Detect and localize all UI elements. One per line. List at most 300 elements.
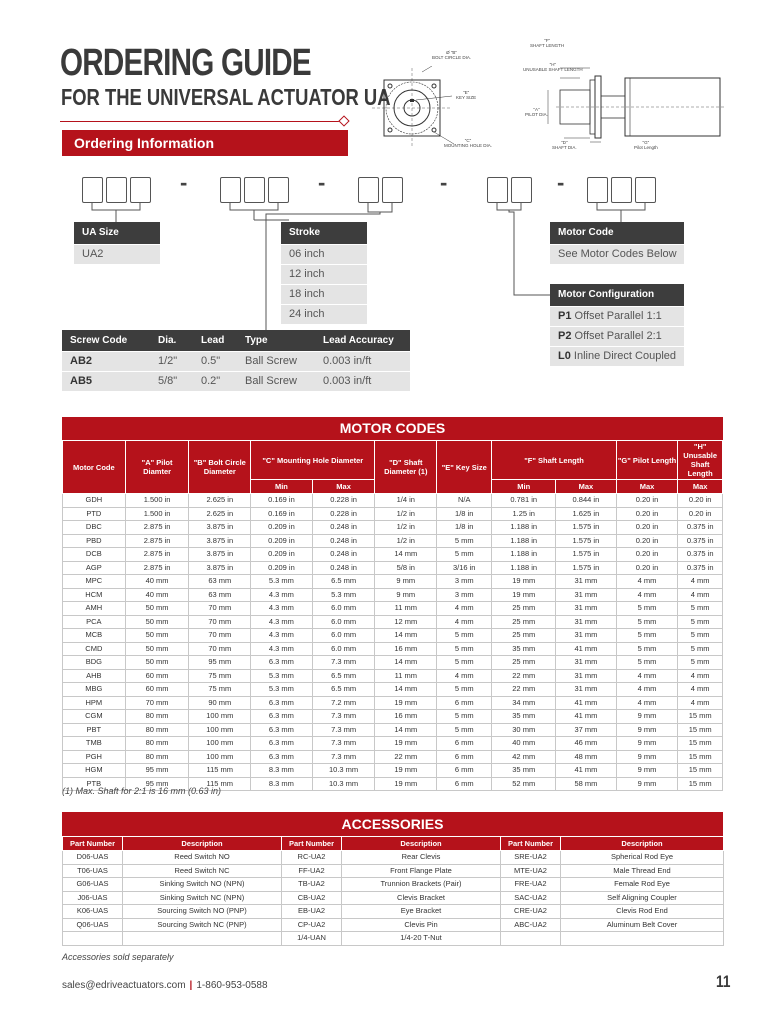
code-box-screw-1 <box>358 177 379 203</box>
code-box-size-3 <box>130 177 151 203</box>
table-cell: 50 mm <box>125 602 189 616</box>
acc-col-description: Description <box>123 837 282 851</box>
table-cell: 41 mm <box>556 710 617 724</box>
table-cell: 5 mm <box>616 602 678 616</box>
table-cell: 19 mm <box>375 777 437 791</box>
table-cell: 5.3 mm <box>251 683 313 697</box>
table-cell: 22 mm <box>492 683 556 697</box>
col-shaft-diameter: "D" Shaft Diameter (1) <box>375 441 437 494</box>
table-cell: 3.875 in <box>189 534 251 548</box>
col-bolt-circle: "B" Bolt Circle Diameter <box>189 441 251 494</box>
stroke-option: 24 inch <box>281 305 367 324</box>
table-cell: 1.188 in <box>492 561 556 575</box>
table-cell: 7.3 mm <box>312 710 375 724</box>
table-cell: TB-UA2 <box>282 878 342 892</box>
table-cell: 2.875 in <box>125 521 189 535</box>
table-cell: Clevis Rod End <box>561 905 724 919</box>
table-cell: 6.3 mm <box>251 737 313 751</box>
table-cell: 0.20 in <box>616 521 678 535</box>
table-cell: CRE-UA2 <box>501 905 561 919</box>
table-row <box>63 534 723 548</box>
table-cell: Front Flange Plate <box>342 864 501 878</box>
table-cell: 4.3 mm <box>251 588 313 602</box>
table-cell: 1.500 in <box>125 507 189 521</box>
table-cell: 0.209 in <box>251 534 313 548</box>
table-cell: 5 mm <box>678 656 723 670</box>
table-cell: 15 mm <box>678 723 723 737</box>
table-cell: 4.3 mm <box>251 629 313 643</box>
table-cell: 34 mm <box>492 696 556 710</box>
col-sub-min: Min <box>492 480 556 494</box>
motor-codes-title: MOTOR CODES <box>62 417 723 440</box>
col-motor-code: Motor Code <box>63 441 126 494</box>
table-cell: 12 mm <box>375 615 437 629</box>
table-cell: 35 mm <box>492 764 556 778</box>
stroke-option: 12 inch <box>281 265 367 284</box>
motor-code-value: See Motor Codes Below <box>550 245 684 264</box>
table-cell: 22 mm <box>492 669 556 683</box>
table-cell: 2.625 in <box>189 494 251 508</box>
table-cell: 70 mm <box>189 615 251 629</box>
table-cell: 37 mm <box>556 723 617 737</box>
table-row <box>63 561 723 575</box>
table-cell: PBD <box>63 534 126 548</box>
table-cell: 5 mm <box>437 534 492 548</box>
table-cell: 3/16 in <box>437 561 492 575</box>
table-cell: D06-UAS <box>63 851 123 865</box>
code-dash: - <box>557 170 565 195</box>
table-cell: 25 mm <box>492 629 556 643</box>
table-cell: AMH <box>63 602 126 616</box>
table-cell: 100 mm <box>189 737 251 751</box>
table-cell: 4.3 mm <box>251 642 313 656</box>
table-cell: Reed Switch NO <box>123 851 282 865</box>
stroke-selector <box>281 222 367 324</box>
table-cell: 9 mm <box>616 764 678 778</box>
table-cell: 60 mm <box>125 669 189 683</box>
table-cell: 75 mm <box>189 669 251 683</box>
table-cell: 41 mm <box>556 764 617 778</box>
motor-codes-footnote: (1) Max. Shaft for 2:1 is 16 mm (0.63 in) <box>62 786 222 796</box>
table-cell: 0.20 in <box>616 494 678 508</box>
screw-col-header: Screw Code <box>62 330 150 351</box>
table-cell: 5.3 mm <box>251 669 313 683</box>
unusable-shaft-label: "H" UNUSABLE SHAFT LENGTH <box>523 62 583 72</box>
table-cell: 16 mm <box>375 642 437 656</box>
table-row <box>63 737 723 751</box>
table-cell: 6 mm <box>437 750 492 764</box>
accessories-title: ACCESSORIES <box>62 812 723 836</box>
table-row <box>63 507 723 521</box>
table-cell: 5 mm <box>437 548 492 562</box>
table-row <box>63 710 723 724</box>
table-cell: CGM <box>63 710 126 724</box>
table-cell: DBC <box>63 521 126 535</box>
table-cell: 14 mm <box>375 683 437 697</box>
table-cell: RC-UA2 <box>282 851 342 865</box>
table-cell: 30 mm <box>492 723 556 737</box>
table-cell: PTD <box>63 507 126 521</box>
table-cell: 6.3 mm <box>251 723 313 737</box>
table-row <box>63 891 724 905</box>
table-cell <box>561 932 724 946</box>
code-box-stroke-1 <box>220 177 241 203</box>
table-cell: 3.875 in <box>189 521 251 535</box>
table-cell: 7.3 mm <box>312 737 375 751</box>
table-cell: 1.575 in <box>556 534 617 548</box>
table-cell: 2.875 in <box>125 561 189 575</box>
table-cell: 6.0 mm <box>312 629 375 643</box>
motor-config-option: P1 Offset Parallel 1:1 <box>550 307 684 326</box>
table-cell: 14 mm <box>375 629 437 643</box>
table-cell: 5 mm <box>678 602 723 616</box>
table-cell: FRE-UA2 <box>501 878 561 892</box>
table-cell: 80 mm <box>125 723 189 737</box>
table-cell: 7.3 mm <box>312 750 375 764</box>
motor-config-header: Motor Configuration <box>550 284 684 306</box>
table-cell: 6 mm <box>437 737 492 751</box>
table-cell: 4.3 mm <box>251 615 313 629</box>
table-cell: 1/4 in <box>375 494 437 508</box>
table-cell: 0.20 in <box>616 507 678 521</box>
table-cell: 5 mm <box>437 683 492 697</box>
table-cell: 7.3 mm <box>312 656 375 670</box>
table-cell: 3 mm <box>437 575 492 589</box>
table-cell: 25 mm <box>492 656 556 670</box>
table-row <box>63 629 723 643</box>
acc-col-part-number: Part Number <box>282 837 342 851</box>
table-cell: 6.0 mm <box>312 615 375 629</box>
table-cell: 25 mm <box>492 602 556 616</box>
table-cell: 31 mm <box>556 669 617 683</box>
table-cell: 4 mm <box>616 696 678 710</box>
table-row <box>63 683 723 697</box>
table-cell: 14 mm <box>375 723 437 737</box>
table-cell: 6.5 mm <box>312 575 375 589</box>
table-cell: 4 mm <box>678 588 723 602</box>
table-cell: PBT <box>63 723 126 737</box>
table-cell: 31 mm <box>556 588 617 602</box>
table-cell: 5 mm <box>616 642 678 656</box>
table-cell: 4 mm <box>616 588 678 602</box>
col-sub-max: Max <box>556 480 617 494</box>
table-cell: 6.0 mm <box>312 642 375 656</box>
table-cell: 1.625 in <box>556 507 617 521</box>
table-cell: 6.5 mm <box>312 669 375 683</box>
table-cell: EB-UA2 <box>282 905 342 919</box>
col-pilot-length: "G" Pilot Length <box>616 441 678 480</box>
motor-codes-table <box>62 440 723 791</box>
table-cell: 4.3 mm <box>251 602 313 616</box>
table-cell: 31 mm <box>556 602 617 616</box>
table-cell: 60 mm <box>125 683 189 697</box>
table-row <box>63 642 723 656</box>
table-cell: Spherical Rod Eye <box>561 851 724 865</box>
table-cell: 7.2 mm <box>312 696 375 710</box>
table-cell: 7.3 mm <box>312 723 375 737</box>
table-cell: 1.575 in <box>556 548 617 562</box>
table-cell: 58 mm <box>556 777 617 791</box>
table-cell: Clevis Pin <box>342 918 501 932</box>
table-row <box>63 750 723 764</box>
table-cell: 10.3 mm <box>312 764 375 778</box>
table-cell: Sinking Switch NO (NPN) <box>123 878 282 892</box>
table-cell: 0.375 in <box>678 561 723 575</box>
table-cell: BDG <box>63 656 126 670</box>
table-cell: Rear Clevis <box>342 851 501 865</box>
table-cell: 70 mm <box>189 602 251 616</box>
table-cell: CP-UA2 <box>282 918 342 932</box>
table-cell: 0.248 in <box>312 521 375 535</box>
table-cell: 19 mm <box>492 575 556 589</box>
acc-col-description: Description <box>561 837 724 851</box>
table-cell: SRE-UA2 <box>501 851 561 865</box>
col-pilot-diameter: "A" Pilot Diamter <box>125 441 189 494</box>
col-sub-max: Max <box>678 480 723 494</box>
screw-col-header: Lead Accuracy <box>315 330 410 351</box>
table-cell: PGH <box>63 750 126 764</box>
acc-col-part-number: Part Number <box>63 837 123 851</box>
mounting-hole-label: "C" MOUNTING HOLE DIA. <box>444 138 493 148</box>
table-cell: Q06-UAS <box>63 918 123 932</box>
table-cell: 100 mm <box>189 723 251 737</box>
table-cell: J06-UAS <box>63 891 123 905</box>
table-cell: 41 mm <box>556 642 617 656</box>
table-cell: 1/2 in <box>375 534 437 548</box>
motor-config-selector <box>550 284 684 366</box>
table-cell: MPC <box>63 575 126 589</box>
table-row <box>63 864 724 878</box>
col-sub-min: Min <box>251 480 313 494</box>
table-cell: 1/2 in <box>375 507 437 521</box>
table-cell: 6.5 mm <box>312 683 375 697</box>
code-dash: - <box>180 170 188 195</box>
table-cell: DCB <box>63 548 126 562</box>
table-cell: 70 mm <box>189 642 251 656</box>
table-cell: 0.844 in <box>556 494 617 508</box>
table-cell: GDH <box>63 494 126 508</box>
table-cell: 0.375 in <box>678 521 723 535</box>
table-cell: 9 mm <box>616 737 678 751</box>
table-cell: 11 mm <box>375 602 437 616</box>
table-row: AB5 5/8" 0.2" Ball Screw 0.003 in/ft <box>62 371 410 391</box>
table-row <box>63 656 723 670</box>
table-cell: 35 mm <box>492 642 556 656</box>
table-cell: PCA <box>63 615 126 629</box>
table-cell: 6 mm <box>437 696 492 710</box>
code-box-motor-3 <box>635 177 656 203</box>
table-row <box>63 723 723 737</box>
col-shaft-length: "F" Shaft Length <box>492 441 616 480</box>
table-cell: 16 mm <box>375 710 437 724</box>
footer-email: sales@edriveactuators.com <box>62 980 186 991</box>
table-row <box>63 878 724 892</box>
table-cell: 0.209 in <box>251 548 313 562</box>
pilot-length-label: "G" Pilot Length <box>634 140 658 150</box>
table-row <box>63 575 723 589</box>
table-cell: 5 mm <box>616 615 678 629</box>
table-cell: 0.20 in <box>616 548 678 562</box>
table-cell: 6.0 mm <box>312 602 375 616</box>
table-cell: 5 mm <box>616 656 678 670</box>
table-cell: Self Aligning Coupler <box>561 891 724 905</box>
table-cell: HGM <box>63 764 126 778</box>
table-cell: 0.209 in <box>251 521 313 535</box>
table-cell: 50 mm <box>125 615 189 629</box>
table-cell: 4 mm <box>616 575 678 589</box>
table-cell: 4 mm <box>616 669 678 683</box>
screw-code-table <box>62 330 410 391</box>
table-cell: Trunnion Brackets (Pair) <box>342 878 501 892</box>
code-dash: - <box>440 170 448 195</box>
code-box-stroke-2 <box>244 177 265 203</box>
code-box-config-1 <box>487 177 508 203</box>
table-cell: 1.575 in <box>556 561 617 575</box>
code-box-screw-2 <box>382 177 403 203</box>
table-cell: 31 mm <box>556 656 617 670</box>
code-box-stroke-3 <box>268 177 289 203</box>
table-cell: 1.188 in <box>492 548 556 562</box>
table-cell: 0.248 in <box>312 561 375 575</box>
table-cell: 0.228 in <box>312 507 375 521</box>
table-cell: Male Thread End <box>561 864 724 878</box>
table-cell: 0.781 in <box>492 494 556 508</box>
table-cell: ABC-UA2 <box>501 918 561 932</box>
table-cell: 46 mm <box>556 737 617 751</box>
table-cell: PTB <box>63 777 126 791</box>
table-cell: N/A <box>437 494 492 508</box>
table-cell: 4 mm <box>678 669 723 683</box>
table-cell: Reed Switch NC <box>123 864 282 878</box>
table-cell: 5 mm <box>678 642 723 656</box>
acc-col-part-number: Part Number <box>501 837 561 851</box>
table-cell: 4 mm <box>437 602 492 616</box>
page-title: ORDERING GUIDE <box>60 42 311 84</box>
table-row <box>63 521 723 535</box>
table-cell: 1.500 in <box>125 494 189 508</box>
table-cell: 90 mm <box>189 696 251 710</box>
table-cell: 52 mm <box>492 777 556 791</box>
table-cell: 6.3 mm <box>251 656 313 670</box>
table-cell: 3.875 in <box>189 561 251 575</box>
table-cell: 50 mm <box>125 642 189 656</box>
table-cell: G06-UAS <box>63 878 123 892</box>
table-cell: AGP <box>63 561 126 575</box>
table-cell: 40 mm <box>125 588 189 602</box>
table-cell: CMD <box>63 642 126 656</box>
table-cell: 95 mm <box>125 764 189 778</box>
table-cell: 1/8 in <box>437 521 492 535</box>
table-cell: 4 mm <box>678 683 723 697</box>
table-cell: 15 mm <box>678 710 723 724</box>
bolt-circle-label: Ø "B" BOLT CIRCLE DIA. <box>432 50 472 60</box>
table-row <box>63 615 723 629</box>
table-cell: 5 mm <box>437 710 492 724</box>
code-box-motor-2 <box>611 177 632 203</box>
code-box-size-1 <box>82 177 103 203</box>
col-key-size: "E" Key Size <box>437 441 492 494</box>
col-sub-max: Max <box>312 480 375 494</box>
table-cell: TMB <box>63 737 126 751</box>
table-cell: 80 mm <box>125 737 189 751</box>
table-cell: Eye Bracket <box>342 905 501 919</box>
table-cell: Female Rod Eye <box>561 878 724 892</box>
table-cell: Sourcing Switch NO (PNP) <box>123 905 282 919</box>
table-cell: 2.875 in <box>125 548 189 562</box>
table-cell: 14 mm <box>375 548 437 562</box>
table-cell: 1.25 in <box>492 507 556 521</box>
table-cell: 35 mm <box>492 710 556 724</box>
screw-col-header: Lead <box>193 330 237 351</box>
table-row <box>63 669 723 683</box>
table-cell: MTE-UA2 <box>501 864 561 878</box>
accessories-table <box>62 836 724 946</box>
table-row <box>63 932 724 946</box>
table-cell: 8.3 mm <box>251 777 313 791</box>
table-cell: 95 mm <box>189 656 251 670</box>
screw-col-header: Dia. <box>150 330 193 351</box>
ua-size-header: UA Size <box>74 222 160 244</box>
code-box-motor-1 <box>587 177 608 203</box>
table-cell: 0.169 in <box>251 494 313 508</box>
table-cell: K06-UAS <box>63 905 123 919</box>
table-cell: MBG <box>63 683 126 697</box>
motor-config-option: P2 Offset Parallel 2:1 <box>550 327 684 346</box>
table-row <box>63 696 723 710</box>
motor-code-selector <box>550 222 684 264</box>
table-cell: 0.20 in <box>678 494 723 508</box>
table-row <box>63 494 723 508</box>
table-cell: 5.3 mm <box>312 588 375 602</box>
table-cell: 0.20 in <box>678 507 723 521</box>
ua-size-selector <box>74 222 160 264</box>
table-cell: 19 mm <box>375 737 437 751</box>
table-cell: 0.375 in <box>678 548 723 562</box>
table-cell: 3.875 in <box>189 548 251 562</box>
table-row <box>63 548 723 562</box>
divider-diamond-icon <box>338 115 349 126</box>
table-cell: 6.3 mm <box>251 696 313 710</box>
table-cell: 19 mm <box>492 588 556 602</box>
col-mounting-hole: "C" Mounting Hole Diameter <box>251 441 375 480</box>
table-cell: 115 mm <box>189 764 251 778</box>
table-cell: 80 mm <box>125 710 189 724</box>
table-cell: 48 mm <box>556 750 617 764</box>
table-cell: 75 mm <box>189 683 251 697</box>
table-cell: 3 mm <box>437 588 492 602</box>
table-cell: T06-UAS <box>63 864 123 878</box>
footer-phone: 1-860-953-0588 <box>196 980 268 991</box>
table-cell: 0.228 in <box>312 494 375 508</box>
table-cell <box>123 932 282 946</box>
table-cell: 1.575 in <box>556 521 617 535</box>
table-cell: 1.188 in <box>492 521 556 535</box>
table-cell: Aluminum Belt Cover <box>561 918 724 932</box>
motor-front-diagram <box>372 66 472 148</box>
table-row <box>63 905 724 919</box>
table-cell: 2.625 in <box>189 507 251 521</box>
table-cell: 2.875 in <box>125 534 189 548</box>
table-cell: 0.375 in <box>678 534 723 548</box>
table-cell: 0.169 in <box>251 507 313 521</box>
stroke-option: 18 inch <box>281 285 367 304</box>
table-row <box>63 588 723 602</box>
table-cell: 1/4-UAN <box>282 932 342 946</box>
table-cell: Sourcing Switch NC (PNP) <box>123 918 282 932</box>
table-cell: 41 mm <box>556 696 617 710</box>
table-cell <box>501 932 561 946</box>
table-cell: 15 mm <box>678 737 723 751</box>
